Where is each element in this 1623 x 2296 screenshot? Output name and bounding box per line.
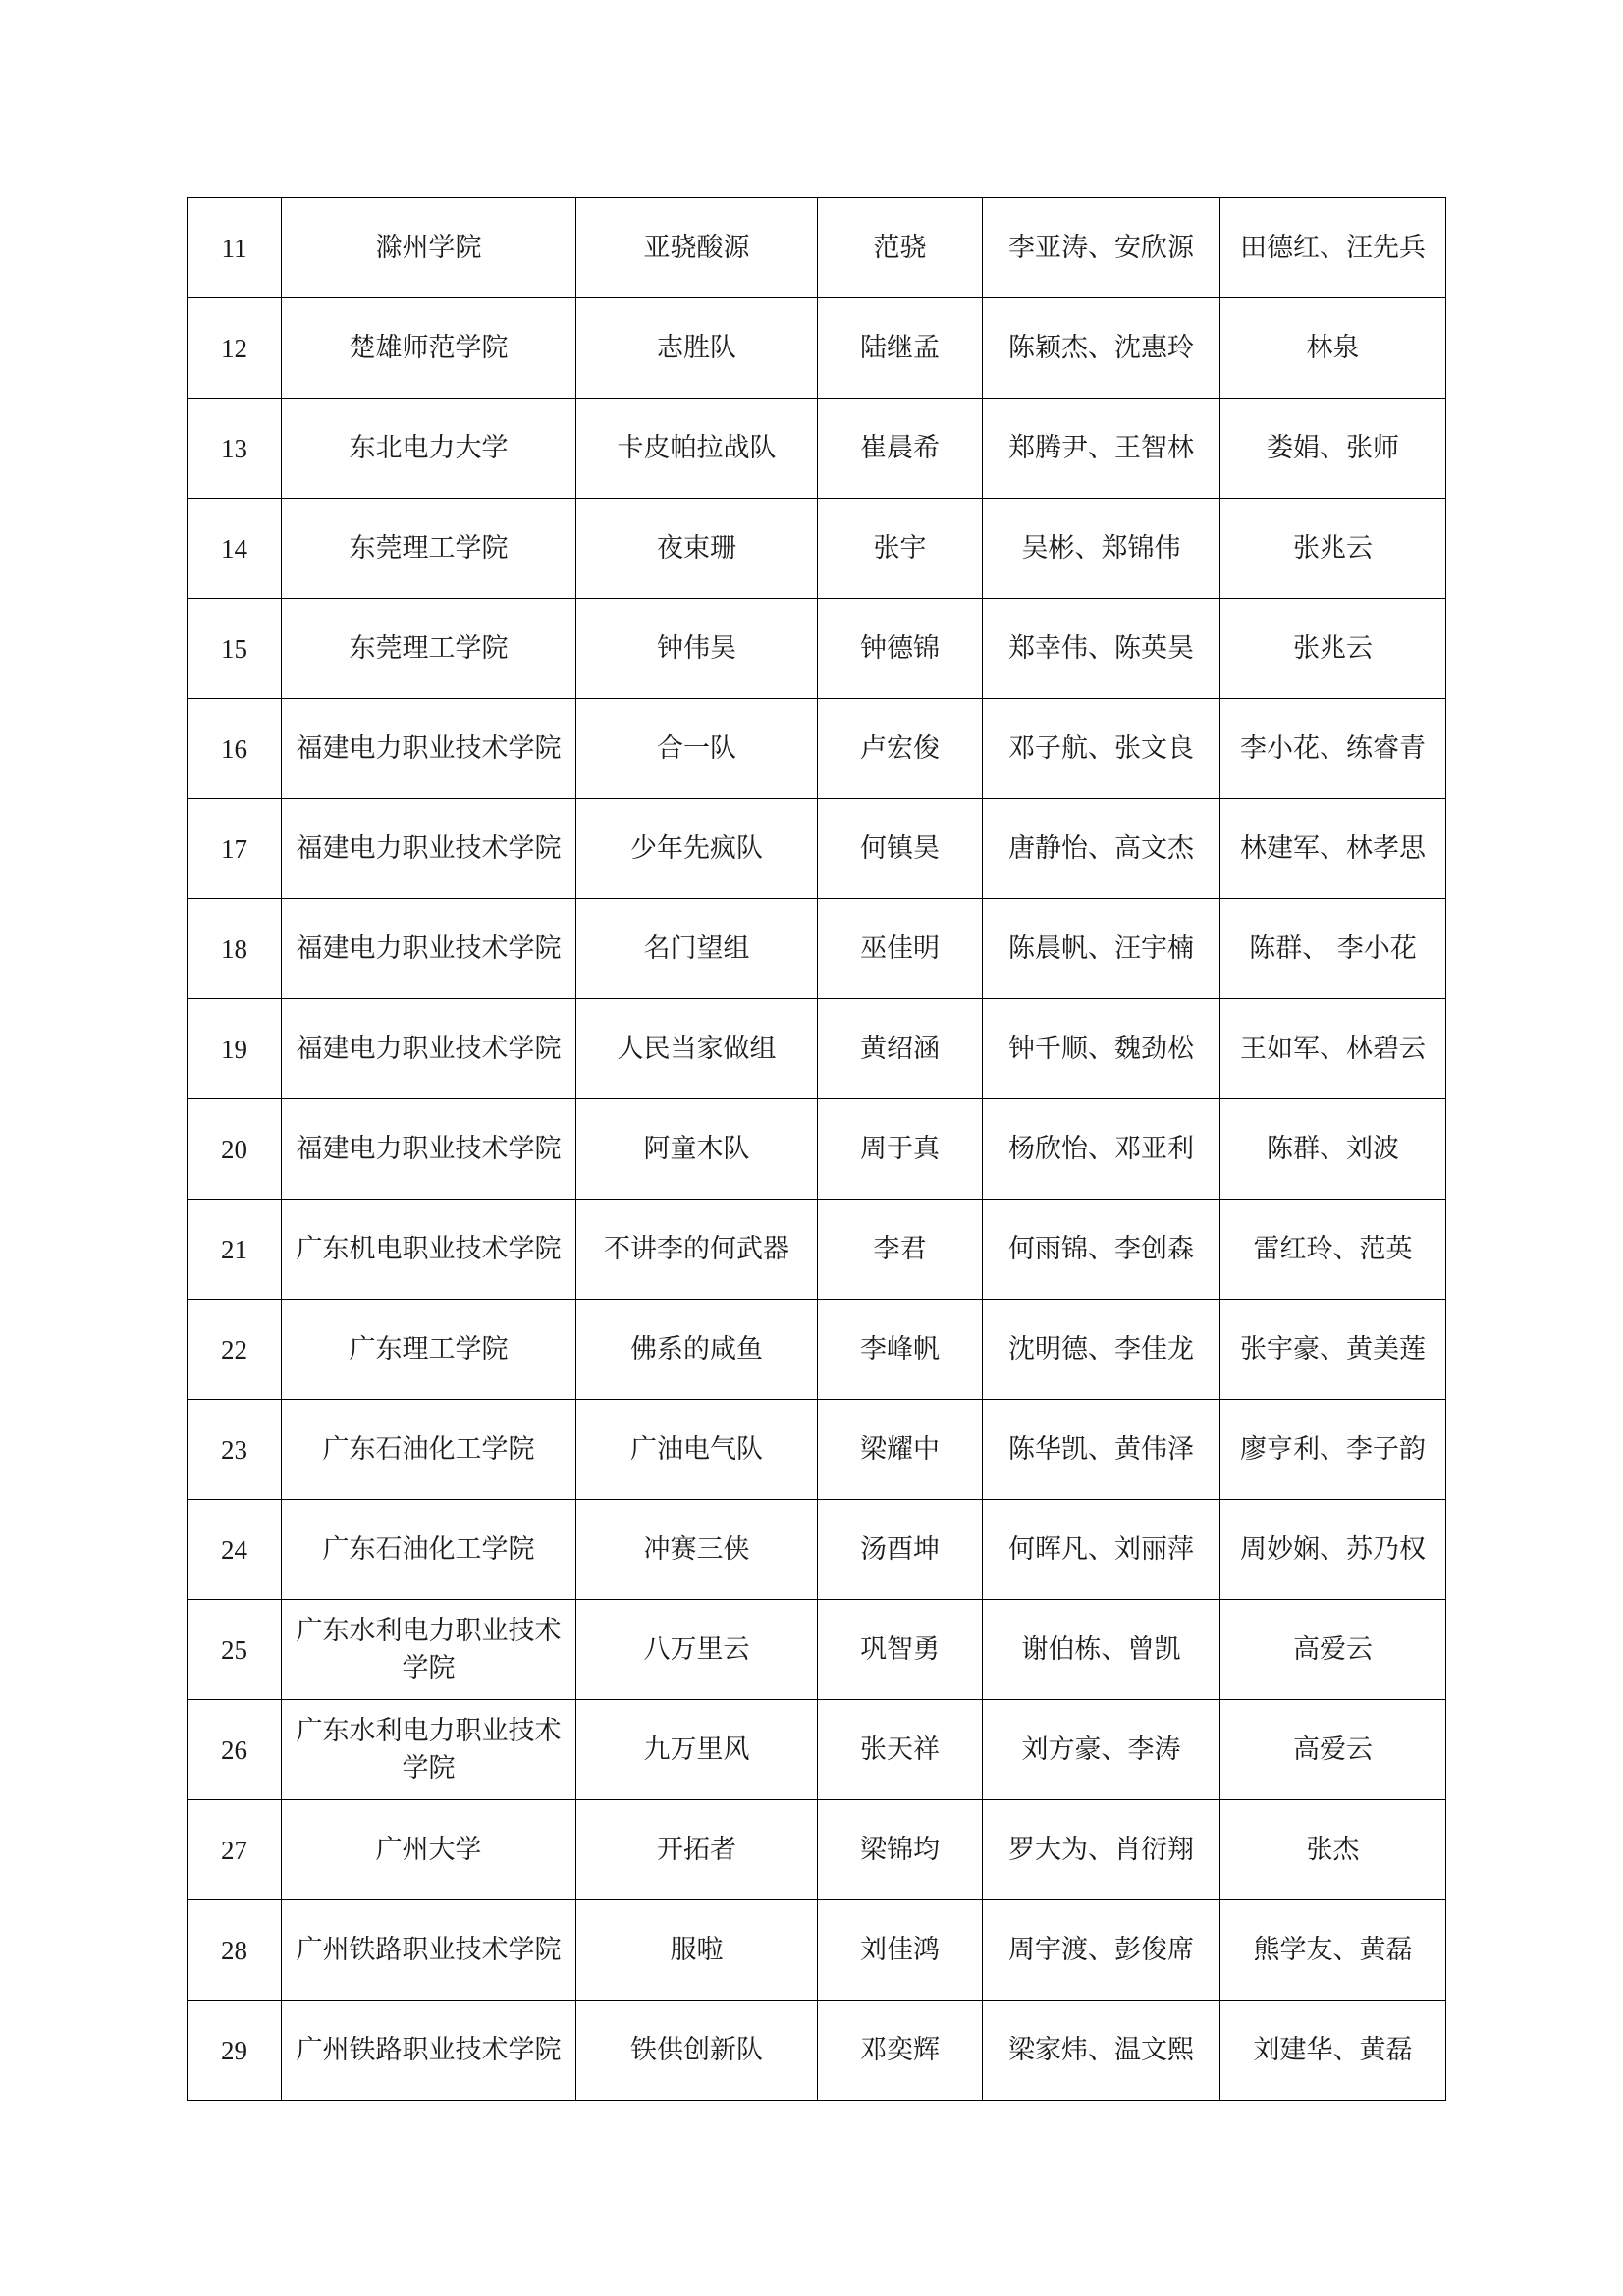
team-members-cell: 吴彬、郑锦伟 <box>983 499 1220 599</box>
team-name-cell: 少年先疯队 <box>576 799 818 899</box>
team-leader-cell: 钟德锦 <box>818 599 983 699</box>
team-name-cell: 广油电气队 <box>576 1400 818 1500</box>
advisors-cell: 熊学友、黄磊 <box>1220 1900 1446 2001</box>
team-members-cell: 钟千顺、魏劲松 <box>983 999 1220 1099</box>
school-name-cell: 广州铁路职业技术学院 <box>282 1900 576 2001</box>
team-leader-cell: 梁耀中 <box>818 1400 983 1500</box>
team-members-cell: 陈颖杰、沈惠玲 <box>983 298 1220 399</box>
team-leader-cell: 范骁 <box>818 198 983 298</box>
team-members-cell: 李亚涛、安欣源 <box>983 198 1220 298</box>
team-leader-cell: 刘佳鸿 <box>818 1900 983 2001</box>
table-row <box>188 499 1446 599</box>
row-number-cell: 17 <box>188 799 282 899</box>
team-leader-cell: 梁锦均 <box>818 1800 983 1900</box>
team-name-cell: 佛系的咸鱼 <box>576 1300 818 1400</box>
school-name-cell: 滁州学院 <box>282 198 576 298</box>
row-number-cell: 23 <box>188 1400 282 1500</box>
school-name-cell: 福建电力职业技术学院 <box>282 799 576 899</box>
team-members-cell: 罗大为、肖衍翔 <box>983 1800 1220 1900</box>
team-leader-cell: 何镇昊 <box>818 799 983 899</box>
team-leader-cell: 周于真 <box>818 1099 983 1200</box>
table-row <box>188 1800 1446 1900</box>
team-members-cell: 周宇渡、彭俊席 <box>983 1900 1220 2001</box>
team-name-cell: 志胜队 <box>576 298 818 399</box>
team-name-cell: 冲赛三侠 <box>576 1500 818 1600</box>
school-name-cell: 福建电力职业技术学院 <box>282 1099 576 1200</box>
team-members-cell: 何晖凡、刘丽萍 <box>983 1500 1220 1600</box>
team-members-cell: 谢伯栋、曾凯 <box>983 1600 1220 1700</box>
team-leader-cell: 邓奕辉 <box>818 2001 983 2101</box>
row-number-cell: 26 <box>188 1700 282 1800</box>
school-name-cell: 广东水利电力职业技术学院 <box>282 1600 576 1700</box>
advisors-cell: 陈群、 李小花 <box>1220 899 1446 999</box>
team-leader-cell: 汤酉坤 <box>818 1500 983 1600</box>
school-name-cell: 广东石油化工学院 <box>282 1400 576 1500</box>
table-row <box>188 1200 1446 1300</box>
row-number-cell: 22 <box>188 1300 282 1400</box>
school-name-cell: 广东机电职业技术学院 <box>282 1200 576 1300</box>
school-name-cell: 东北电力大学 <box>282 399 576 499</box>
table-row <box>188 1700 1446 1800</box>
school-name-cell: 福建电力职业技术学院 <box>282 699 576 799</box>
row-number-cell: 19 <box>188 999 282 1099</box>
school-name-cell: 东莞理工学院 <box>282 599 576 699</box>
row-number-cell: 12 <box>188 298 282 399</box>
team-members-cell: 沈明德、李佳龙 <box>983 1300 1220 1400</box>
row-number-cell: 15 <box>188 599 282 699</box>
advisors-cell: 高爱云 <box>1220 1700 1446 1800</box>
row-number-cell: 13 <box>188 399 282 499</box>
school-name-cell: 广州大学 <box>282 1800 576 1900</box>
table-row <box>188 1500 1446 1600</box>
team-name-cell: 合一队 <box>576 699 818 799</box>
team-leader-cell: 黄绍涵 <box>818 999 983 1099</box>
advisors-cell: 高爱云 <box>1220 1600 1446 1700</box>
school-name-cell: 广州铁路职业技术学院 <box>282 2001 576 2101</box>
school-name-cell: 广东水利电力职业技术学院 <box>282 1700 576 1800</box>
team-members-cell: 邓子航、张文良 <box>983 699 1220 799</box>
team-name-cell: 钟伟昊 <box>576 599 818 699</box>
table-row <box>188 799 1446 899</box>
row-number-cell: 18 <box>188 899 282 999</box>
row-number-cell: 14 <box>188 499 282 599</box>
advisors-cell: 张兆云 <box>1220 599 1446 699</box>
table-row <box>188 899 1446 999</box>
team-name-cell: 阿童木队 <box>576 1099 818 1200</box>
advisors-cell: 娄娟、张师 <box>1220 399 1446 499</box>
team-leader-cell: 张天祥 <box>818 1700 983 1800</box>
row-number-cell: 24 <box>188 1500 282 1600</box>
team-name-cell: 铁供创新队 <box>576 2001 818 2101</box>
team-leader-cell: 李君 <box>818 1200 983 1300</box>
advisors-cell: 张兆云 <box>1220 499 1446 599</box>
team-name-cell: 八万里云 <box>576 1600 818 1700</box>
team-name-cell: 夜束珊 <box>576 499 818 599</box>
advisors-cell: 林泉 <box>1220 298 1446 399</box>
team-name-cell: 卡皮帕拉战队 <box>576 399 818 499</box>
school-name-cell: 福建电力职业技术学院 <box>282 899 576 999</box>
advisors-cell: 张杰 <box>1220 1800 1446 1900</box>
school-name-cell: 东莞理工学院 <box>282 499 576 599</box>
team-members-cell: 陈华凯、黄伟泽 <box>983 1400 1220 1500</box>
school-name-cell: 楚雄师范学院 <box>282 298 576 399</box>
team-name-cell: 服啦 <box>576 1900 818 2001</box>
table-row <box>188 1900 1446 2001</box>
advisors-cell: 王如军、林碧云 <box>1220 999 1446 1099</box>
team-leader-cell: 陆继孟 <box>818 298 983 399</box>
row-number-cell: 25 <box>188 1600 282 1700</box>
table-row <box>188 699 1446 799</box>
table-row <box>188 198 1446 298</box>
advisors-cell: 刘建华、黄磊 <box>1220 2001 1446 2101</box>
team-name-cell: 不讲李的何武器 <box>576 1200 818 1300</box>
row-number-cell: 28 <box>188 1900 282 2001</box>
team-name-cell: 亚骁酸源 <box>576 198 818 298</box>
team-members-cell: 梁家炜、温文熙 <box>983 2001 1220 2101</box>
row-number-cell: 27 <box>188 1800 282 1900</box>
advisors-cell: 廖亨利、李子韵 <box>1220 1400 1446 1500</box>
advisors-cell: 雷红玲、范英 <box>1220 1200 1446 1300</box>
team-name-cell: 九万里风 <box>576 1700 818 1800</box>
team-members-cell: 何雨锦、李创森 <box>983 1200 1220 1300</box>
table-row <box>188 1300 1446 1400</box>
row-number-cell: 29 <box>188 2001 282 2101</box>
row-number-cell: 11 <box>188 198 282 298</box>
table-row <box>188 298 1446 399</box>
team-members-cell: 郑幸伟、陈英昊 <box>983 599 1220 699</box>
advisors-cell: 李小花、练睿青 <box>1220 699 1446 799</box>
school-name-cell: 广东石油化工学院 <box>282 1500 576 1600</box>
advisors-cell: 周妙娴、苏乃权 <box>1220 1500 1446 1600</box>
team-leader-cell: 崔晨希 <box>818 399 983 499</box>
team-name-cell: 开拓者 <box>576 1800 818 1900</box>
team-name-cell: 名门望组 <box>576 899 818 999</box>
team-name-cell: 人民当家做组 <box>576 999 818 1099</box>
row-number-cell: 20 <box>188 1099 282 1200</box>
roster-table-body <box>188 198 1446 2101</box>
school-name-cell: 广东理工学院 <box>282 1300 576 1400</box>
table-row <box>188 2001 1446 2101</box>
table-row <box>188 1099 1446 1200</box>
table-row <box>188 599 1446 699</box>
row-number-cell: 16 <box>188 699 282 799</box>
table-row <box>188 1400 1446 1500</box>
team-leader-cell: 巩智勇 <box>818 1600 983 1700</box>
table-row <box>188 399 1446 499</box>
table-row <box>188 999 1446 1099</box>
advisors-cell: 林建军、林孝思 <box>1220 799 1446 899</box>
team-leader-cell: 巫佳明 <box>818 899 983 999</box>
team-leader-cell: 李峰帆 <box>818 1300 983 1400</box>
roster-table <box>187 197 1446 2101</box>
advisors-cell: 陈群、刘波 <box>1220 1099 1446 1200</box>
team-leader-cell: 卢宏俊 <box>818 699 983 799</box>
team-members-cell: 郑腾尹、王智林 <box>983 399 1220 499</box>
team-members-cell: 唐静怡、高文杰 <box>983 799 1220 899</box>
team-members-cell: 杨欣怡、邓亚利 <box>983 1099 1220 1200</box>
table-row <box>188 1600 1446 1700</box>
row-number-cell: 21 <box>188 1200 282 1300</box>
advisors-cell: 田德红、汪先兵 <box>1220 198 1446 298</box>
team-members-cell: 刘方豪、李涛 <box>983 1700 1220 1800</box>
team-leader-cell: 张宇 <box>818 499 983 599</box>
school-name-cell: 福建电力职业技术学院 <box>282 999 576 1099</box>
advisors-cell: 张宇豪、黄美莲 <box>1220 1300 1446 1400</box>
team-members-cell: 陈晨帆、汪宇楠 <box>983 899 1220 999</box>
